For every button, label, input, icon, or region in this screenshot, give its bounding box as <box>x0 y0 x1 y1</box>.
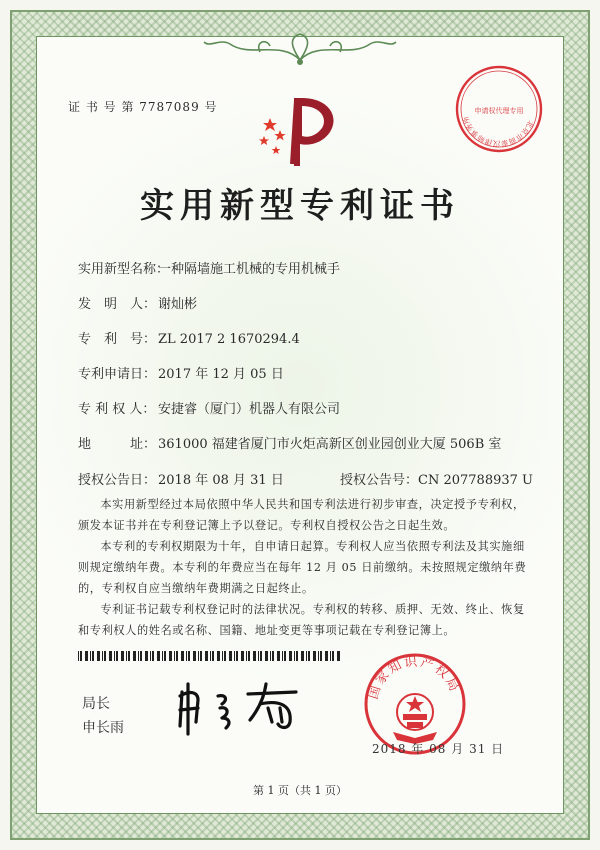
field-label: 授权公告日： <box>78 473 157 488</box>
director-title: 局长 <box>82 696 110 712</box>
svg-text:申请权代理专用: 申请权代理专用 <box>474 107 524 115</box>
field-filing-date <box>78 363 284 382</box>
certificate-title: 实用新型专利证书 <box>140 186 460 226</box>
patent-office-logo-icon <box>254 90 346 170</box>
field-patent-number <box>78 328 300 347</box>
field-value: 2017 年 12 月 05 日 <box>158 367 284 382</box>
field-label: 发 明 人： <box>78 297 157 312</box>
field-value: 谢灿彬 <box>158 297 198 312</box>
page-number: 第 1 页（共 1 页） <box>253 784 347 797</box>
body-paragraph-legal-status: 专利证书记载专利权登记时的法律状况。专利权的转移、质押、无效、终止、恢复和专利权人的姓名或名称、国籍、地址变更等事项记载在专利登记簿上。 <box>78 603 525 637</box>
director-signature-icon <box>168 678 308 738</box>
svg-text:国家知识产权局: 国家知识产权局 <box>365 654 463 702</box>
body-paragraph-term: 本专利的专利权期限为十年，自申请日起算。专利权人应当依照专利法及其实施细则规定缴纳年费。本专利的年费应当在每年 12 月 05 日前缴纳。未按照规定缴纳年费的，专利权自应当缴纳年费期满之日起终止。 <box>78 540 527 595</box>
field-inventor <box>78 293 197 312</box>
agency-seal-icon <box>453 63 545 155</box>
body-paragraph-grant: 本实用新型经过本局依照中华人民共和国专利法进行初步审查，决定授予专利权，颁发本证书并在专利登记簿上予以登记。专利权自授权公告之日起生效。 <box>78 498 525 532</box>
field-label: 专 利 权 人： <box>78 402 156 417</box>
field-utility-model-name <box>78 258 340 277</box>
seal-date: 2018 年 08 月 31 日 <box>372 742 505 756</box>
field-patentee <box>78 398 340 417</box>
barcode-icon <box>78 651 340 661</box>
field-value: 2018 年 08 月 31 日 <box>158 473 284 488</box>
field-value: 361000 福建省厦门市火炬高新区创业园创业大厦 506B 室 <box>158 437 502 452</box>
field-announcement-date <box>78 469 284 488</box>
field-value: 安捷睿（厦门）机器人有限公司 <box>158 402 341 417</box>
field-label: 地 址： <box>78 437 157 452</box>
director-name: 申长雨 <box>82 720 124 736</box>
field-label: 专利申请日： <box>78 367 157 382</box>
field-value: CN 207788937 U <box>418 473 533 488</box>
field-announcement-number <box>340 469 533 488</box>
director-block <box>82 692 124 740</box>
svg-text:北京市商泰汉律师事务所: 北京市商泰汉律师事务所 <box>460 115 536 149</box>
ornament-icon <box>200 30 400 68</box>
field-label: 专 利 号： <box>78 332 157 347</box>
field-value: 一种隔墙施工机械的专用机械手 <box>158 262 341 277</box>
field-label: 授权公告号： <box>340 473 419 488</box>
field-label: 实用新型名称： <box>78 262 170 277</box>
certificate-number: 证 书 号 第 7787089 号 <box>68 100 218 114</box>
field-value: ZL 2017 2 1670294.4 <box>158 332 300 347</box>
field-address <box>78 433 501 452</box>
